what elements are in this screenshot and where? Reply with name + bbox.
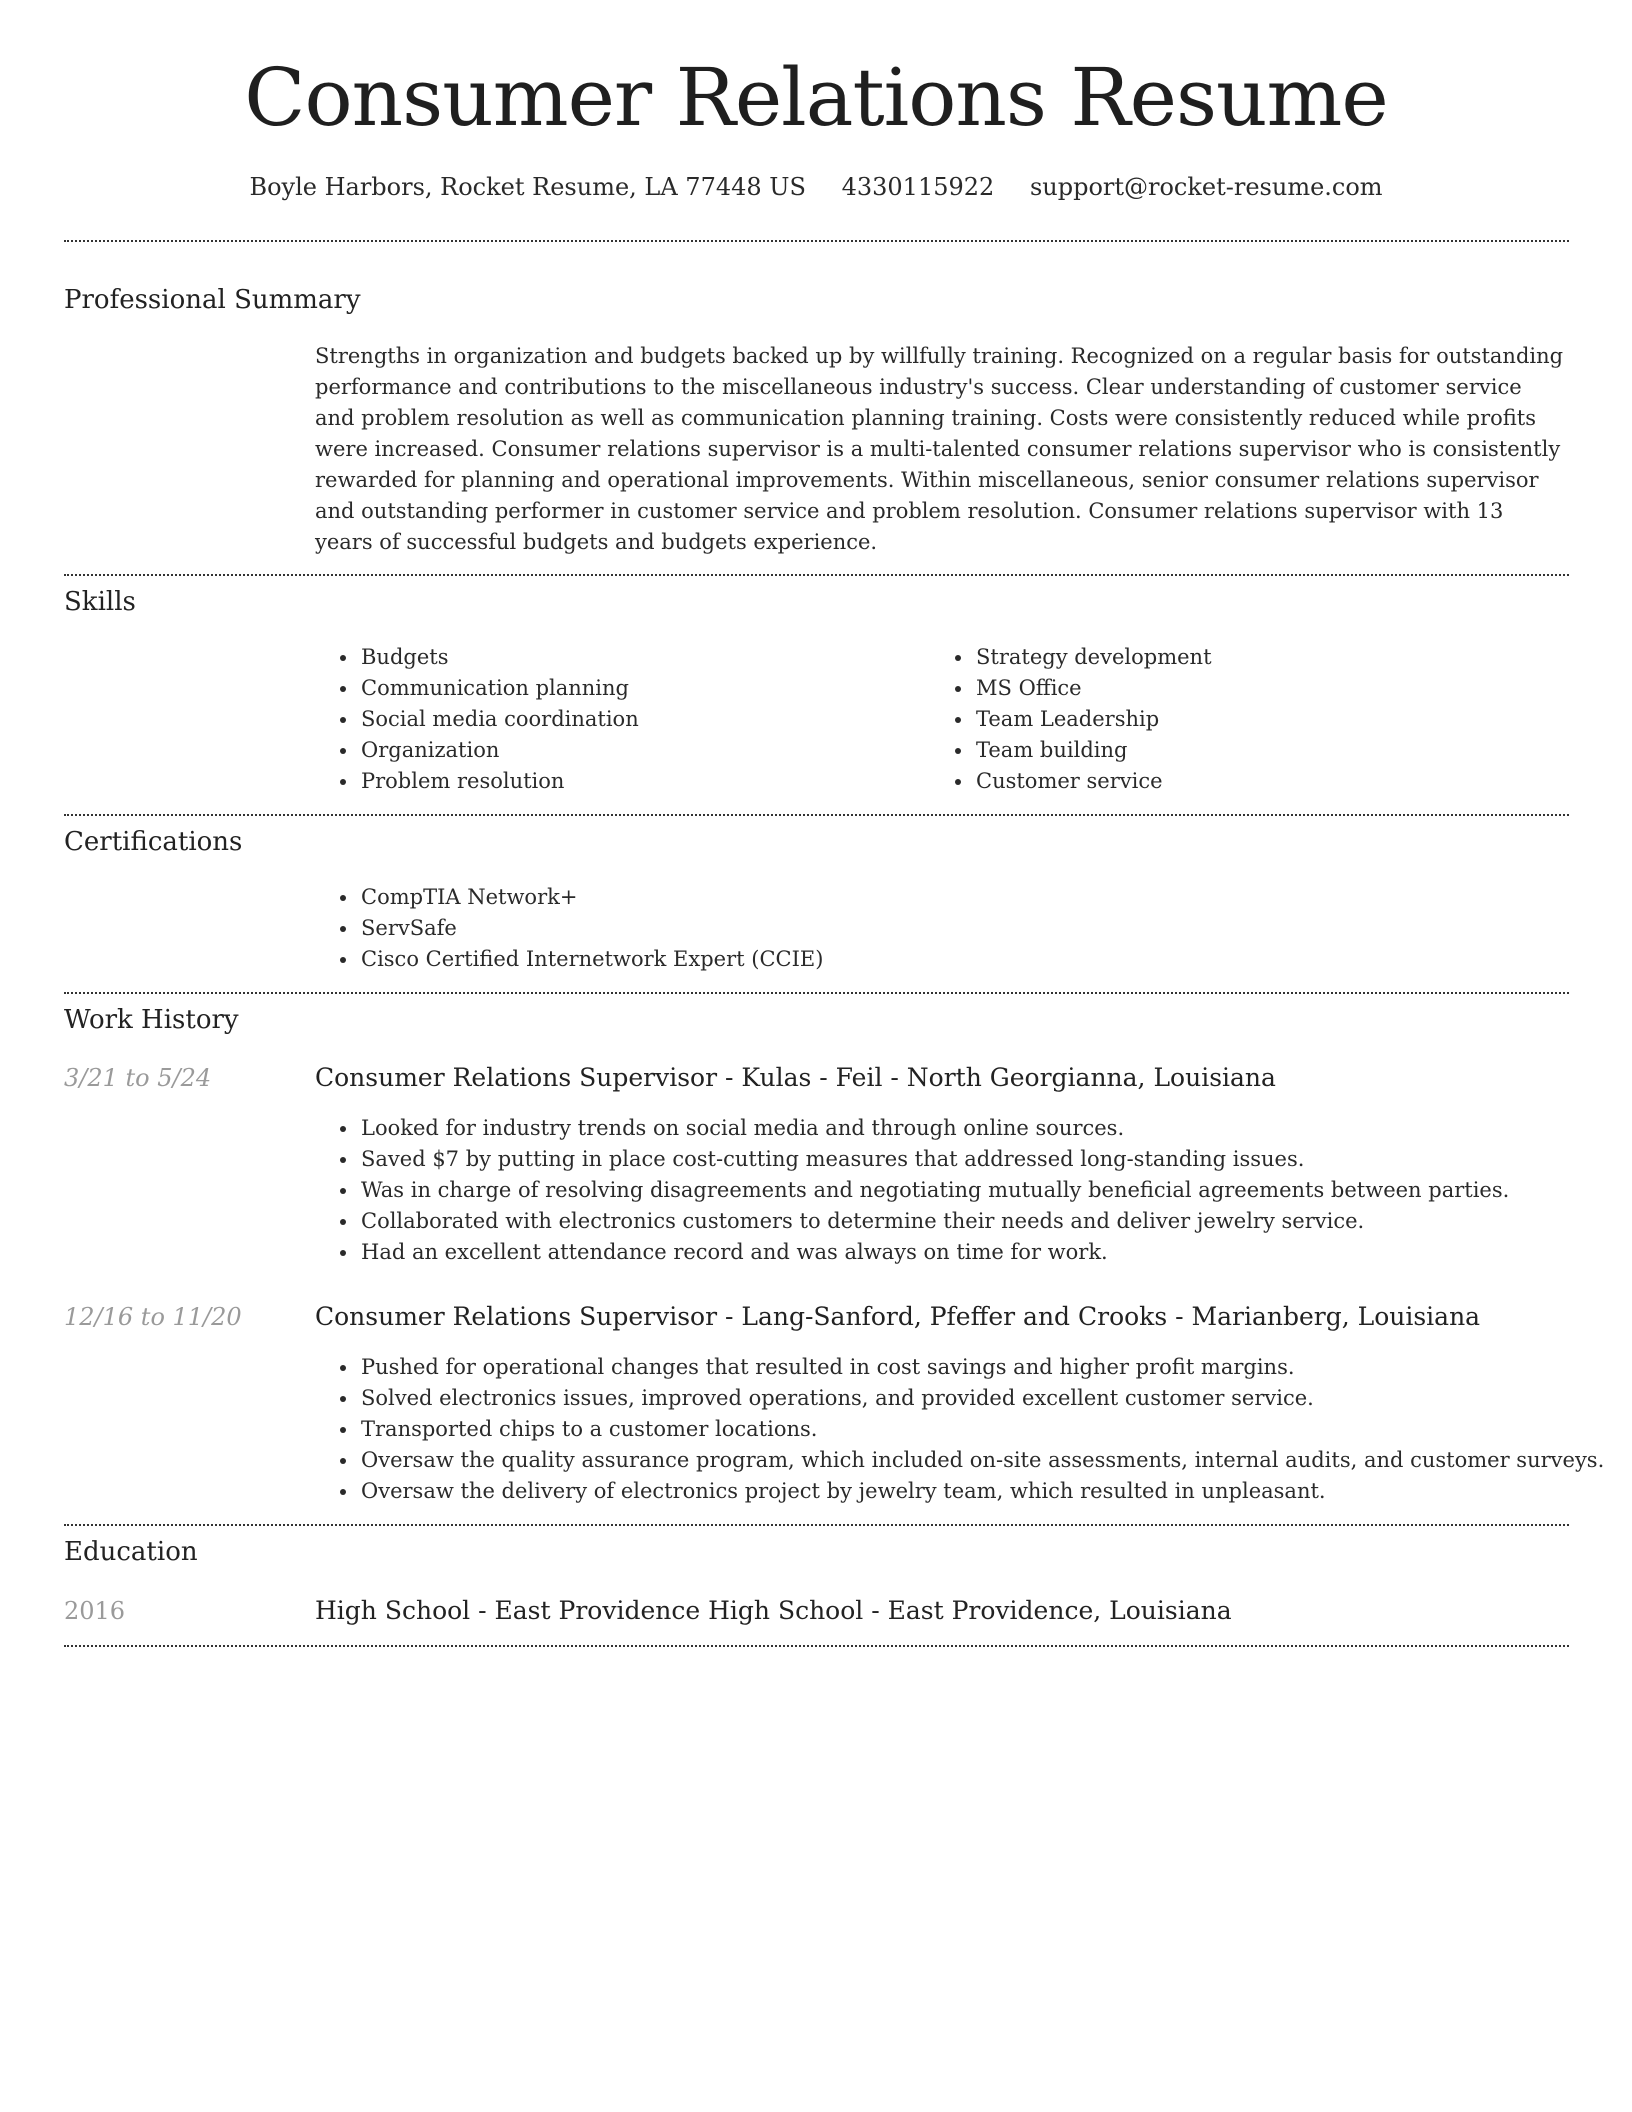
job-dates: 12/16 to 11/20 [64, 1303, 242, 1331]
education-location: East Providence, Louisiana [887, 1596, 1232, 1625]
certifications-heading: Certifications [64, 827, 243, 857]
separator: - [863, 1596, 888, 1625]
contact-phone: 4330115922 [841, 173, 995, 201]
section-divider [64, 240, 1569, 242]
skill-item: • Communication planning [359, 673, 939, 704]
job-bullet: • Solved electronics issues, improved operations, and provided excellent customer service. [359, 1383, 1609, 1414]
job-title: Consumer Relations Supervisor [315, 1302, 718, 1331]
summary-heading: Professional Summary [64, 285, 361, 315]
skill-item: • Problem resolution [359, 766, 939, 797]
section-divider [64, 1645, 1569, 1647]
skill-item: • Strategy development [974, 642, 1574, 673]
education-degree: High School [315, 1596, 471, 1625]
separator: - [1167, 1302, 1192, 1331]
job-bullets [315, 1113, 1609, 1268]
skill-item: • Social media coordination [359, 704, 939, 735]
job-bullet: • Oversaw the quality assurance program, which included on-site assessments, internal audits, and customer surveys. [359, 1445, 1609, 1476]
section-divider [64, 1524, 1569, 1526]
job-location: North Georgianna, Louisiana [906, 1063, 1276, 1092]
job-header [315, 1061, 1276, 1095]
skill-item: • Team building [974, 735, 1574, 766]
certification-item: • Cisco Certified Internetwork Expert (CCIE) [359, 944, 1559, 975]
skill-item: • Team Leadership [974, 704, 1574, 735]
skills-list-left [315, 642, 939, 797]
job-bullet: • Transported chips to a customer locations. [359, 1414, 1609, 1445]
education-header [315, 1594, 1232, 1628]
job-bullet: • Had an excellent attendance record and was always on time for work. [359, 1237, 1609, 1268]
job-bullet: • Was in charge of resolving disagreements and negotiating mutually beneficial agreements between parties. [359, 1175, 1609, 1206]
certifications-list [315, 882, 1559, 975]
job-location: Marianberg, Louisiana [1191, 1302, 1481, 1331]
job-dates: 3/21 to 5/24 [64, 1064, 212, 1092]
section-divider [64, 574, 1569, 576]
certification-item: • ServSafe [359, 913, 1559, 944]
separator: - [717, 1063, 742, 1092]
education-school: East Providence High School [494, 1596, 864, 1625]
job-bullet: • Saved $7 by putting in place cost-cutting measures that addressed long-standing issues. [359, 1144, 1609, 1175]
job-bullet: • Collaborated with electronics customers to determine their needs and deliver jewelry service. [359, 1206, 1609, 1237]
skills-list-right [930, 642, 1574, 797]
job-header [315, 1300, 1480, 1334]
section-divider [64, 814, 1569, 816]
resume-title: Consumer Relations Resume [244, 51, 1388, 144]
contact-address: Boyle Harbors, Rocket Resume, LA 77448 US [249, 173, 806, 201]
job-title: Consumer Relations Supervisor [315, 1063, 718, 1092]
skill-item: • Organization [359, 735, 939, 766]
certification-item: • CompTIA Network+ [359, 882, 1559, 913]
work-heading: Work History [64, 1005, 239, 1035]
job-bullet: • Pushed for operational changes that resulted in cost savings and higher profit margins. [359, 1352, 1609, 1383]
skill-item: • Customer service [974, 766, 1574, 797]
skill-item: • Budgets [359, 642, 939, 673]
job-bullets [315, 1352, 1609, 1507]
contact-email: support@rocket-resume.com [1029, 173, 1383, 201]
skills-heading: Skills [64, 587, 136, 617]
contact-line [0, 170, 1632, 204]
job-bullet: • Looked for industry trends on social media and through online sources. [359, 1113, 1609, 1144]
skill-item: • MS Office [974, 673, 1574, 704]
section-divider [64, 992, 1569, 994]
separator: - [717, 1302, 742, 1331]
job-company: Lang-Sanford, Pfeffer and Crooks [741, 1302, 1168, 1331]
separator: - [882, 1063, 907, 1092]
education-heading: Education [64, 1537, 198, 1567]
education-year: 2016 [64, 1597, 126, 1625]
job-bullet: • Oversaw the delivery of electronics project by jewelry team, which resulted in unpleasant. [359, 1476, 1609, 1507]
summary-text: Strengths in organization and budgets backed up by willfully training. Recognized on a regular basis for outstanding performance and contributions to the miscellaneous industry's success. Clear understanding of customer service and problem resolution as well as communication planning training. Costs were consistently reduced while profits were increased. Consumer relations supervisor is a multi-talented consumer relations supervisor who is consistently rewarded for planning and operational improvements. Within miscellaneous, senior consumer relations supervisor and outstanding performer in customer service and problem resolution. Consumer relations supervisor with 13 years of successful budgets and budgets experience. [315, 344, 1564, 554]
job-company: Kulas - Feil [741, 1063, 883, 1092]
separator: - [470, 1596, 495, 1625]
